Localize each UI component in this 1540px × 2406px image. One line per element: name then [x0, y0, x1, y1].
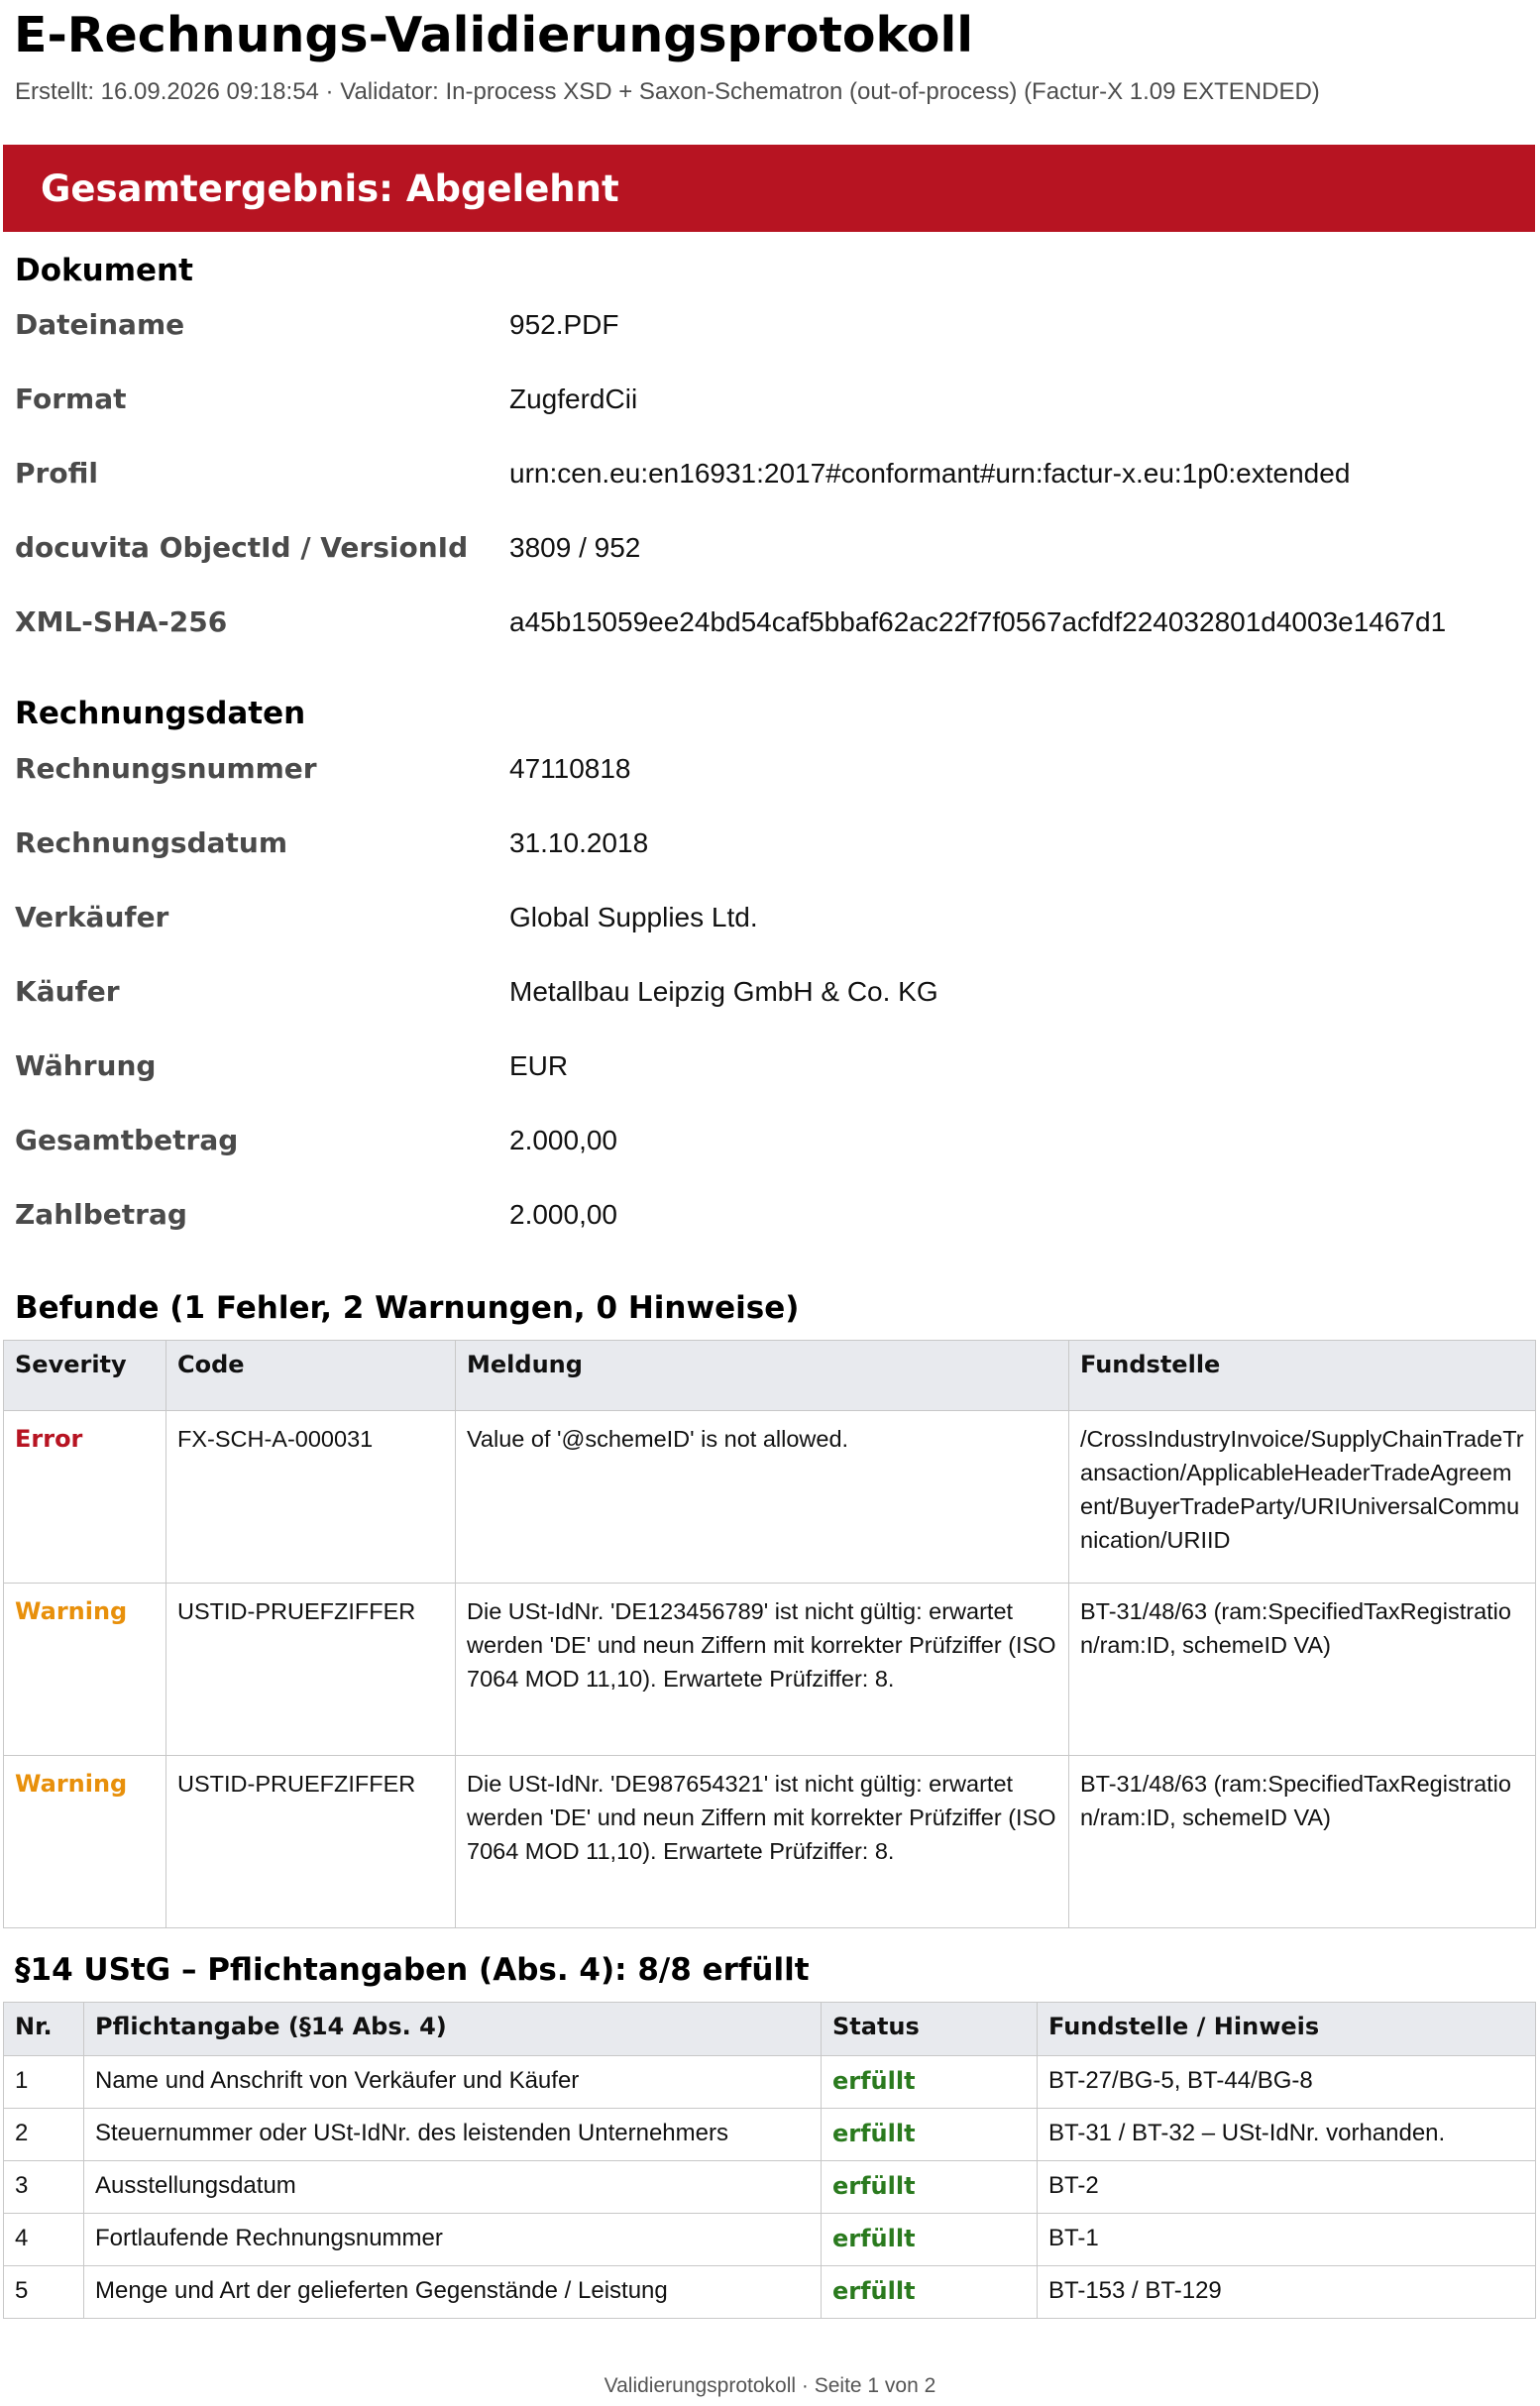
detail-row-total [0, 1121, 1540, 1195]
check-item: Steuernummer oder USt-IdNr. des leistenden Unternehmers [84, 2109, 822, 2161]
column-header-code: Code [166, 1341, 456, 1411]
detail-label: docuvita ObjectId / VersionId [15, 531, 469, 564]
detail-value: 47110818 [509, 753, 631, 784]
finding-location: /CrossIndustryInvoice/SupplyChainTradeTransaction/ApplicableHeaderTradeAgreement/BuyerTradeParty/URIUniversalCommunication/URIID [1069, 1411, 1536, 1584]
check-status: erfüllt [822, 2056, 1038, 2109]
document-details [0, 305, 1540, 677]
mandatory-checks-table [3, 2002, 1536, 2319]
detail-row-invoice-number [0, 749, 1540, 823]
check-item: Menge und Art der gelieferten Gegenstände / Leistung [84, 2266, 822, 2319]
table-row [4, 2214, 1536, 2266]
detail-label: Format [15, 383, 127, 415]
check-status: erfüllt [822, 2214, 1038, 2266]
table-header-row [4, 1341, 1536, 1411]
overall-result-banner [3, 145, 1535, 232]
detail-row-buyer [0, 972, 1540, 1046]
detail-value: 3809 / 952 [509, 532, 641, 563]
detail-value: 2.000,00 [509, 1199, 617, 1230]
column-header-item: Pflichtangabe (§14 Abs. 4) [84, 2003, 822, 2056]
detail-value: a45b15059ee24bd54caf5bbaf62ac22f7f0567acfdf224032801d4003e1467d1 [509, 606, 1447, 637]
finding-code: FX-SCH-A-000031 [166, 1411, 456, 1584]
detail-label: Dateiname [15, 308, 185, 341]
check-item: Ausstellungsdatum [84, 2161, 822, 2214]
detail-row-invoice-date [0, 823, 1540, 898]
check-number: 2 [4, 2109, 84, 2161]
detail-value: urn:cen.eu:en16931:2017#conformant#urn:factur-x.eu:1p0:extended [509, 458, 1351, 489]
detail-row-currency [0, 1046, 1540, 1121]
check-number: 5 [4, 2266, 84, 2319]
detail-value: 31.10.2018 [509, 827, 649, 858]
detail-label: Käufer [15, 975, 120, 1008]
invoice-details [0, 749, 1540, 1269]
table-row [4, 1411, 1536, 1584]
table-row [4, 2056, 1536, 2109]
detail-row-payable [0, 1195, 1540, 1269]
table-row [4, 2109, 1536, 2161]
column-header-location: Fundstelle [1069, 1341, 1536, 1411]
table-row [4, 2266, 1536, 2319]
finding-code: USTID-PRUEFZIFFER [166, 1584, 456, 1756]
detail-value: Metallbau Leipzig GmbH & Co. KG [509, 976, 938, 1007]
detail-row-filename [0, 305, 1540, 380]
check-status: erfüllt [822, 2109, 1038, 2161]
report-meta: Erstellt: 16.09.2026 09:18:54 · Validator: In-process XSD + Saxon-Schematron (out-of-process) (Factur-X 1.09 EXTENDED) [15, 78, 1320, 105]
detail-label: Rechnungsdatum [15, 826, 288, 859]
check-hint: BT-2 [1038, 2161, 1536, 2214]
table-row [4, 1756, 1536, 1928]
check-number: 1 [4, 2056, 84, 2109]
detail-value: 2.000,00 [509, 1125, 617, 1155]
detail-label: Profil [15, 457, 98, 490]
check-status: erfüllt [822, 2266, 1038, 2319]
detail-value: ZugferdCii [509, 383, 638, 414]
detail-row-object-id [0, 528, 1540, 602]
finding-message: Die USt-IdNr. 'DE123456789' ist nicht gültig: erwartet werden 'DE' und neun Ziffern mit korrekter Prüfziffer (ISO 7064 MOD 11,10). Erwartete Prüfziffer: 8. [456, 1584, 1069, 1756]
check-item: Fortlaufende Rechnungsnummer [84, 2214, 822, 2266]
check-hint: BT-153 / BT-129 [1038, 2266, 1536, 2319]
check-number: 3 [4, 2161, 84, 2214]
finding-message: Die USt-IdNr. 'DE987654321' ist nicht gültig: erwartet werden 'DE' und neun Ziffern mit korrekter Prüfziffer (ISO 7064 MOD 11,10). Erwartete Prüfziffer: 8. [456, 1756, 1069, 1928]
detail-label: Zahlbetrag [15, 1198, 187, 1231]
detail-label: XML-SHA-256 [15, 605, 228, 638]
detail-row-format [0, 380, 1540, 454]
column-header-hint: Fundstelle / Hinweis [1038, 2003, 1536, 2056]
detail-row-sha256 [0, 602, 1540, 677]
detail-value: 952.PDF [509, 309, 619, 340]
finding-message: Value of '@schemeID' is not allowed. [456, 1411, 1069, 1584]
section-heading-pflichtangaben: §14 UStG – Pflichtangaben (Abs. 4): 8/8 erfüllt [15, 1952, 810, 1988]
overall-result-text: Gesamtergebnis: Abgelehnt [41, 166, 619, 210]
section-heading-befunde: Befunde (1 Fehler, 2 Warnungen, 0 Hinweise) [15, 1290, 800, 1326]
page-title: E-Rechnungs-Validierungsprotokoll [14, 7, 974, 63]
column-header-message: Meldung [456, 1341, 1069, 1411]
section-heading-dokument: Dokument [15, 253, 193, 288]
finding-code: USTID-PRUEFZIFFER [166, 1756, 456, 1928]
detail-label: Währung [15, 1049, 157, 1082]
table-row [4, 1584, 1536, 1756]
column-header-severity: Severity [4, 1341, 166, 1411]
detail-value: Global Supplies Ltd. [509, 902, 758, 932]
finding-location: BT-31/48/63 (ram:SpecifiedTaxRegistration/ram:ID, schemeID VA) [1069, 1756, 1536, 1928]
check-number: 4 [4, 2214, 84, 2266]
check-hint: BT-31 / BT-32 – USt-IdNr. vorhanden. [1038, 2109, 1536, 2161]
detail-row-seller [0, 898, 1540, 972]
detail-label: Verkäufer [15, 901, 169, 933]
column-header-status: Status [822, 2003, 1038, 2056]
severity-error: Error [15, 1425, 83, 1453]
detail-label: Rechnungsnummer [15, 752, 317, 785]
check-hint: BT-1 [1038, 2214, 1536, 2266]
table-header-row [4, 2003, 1536, 2056]
severity-warning: Warning [15, 1770, 128, 1798]
finding-location: BT-31/48/63 (ram:SpecifiedTaxRegistration/ram:ID, schemeID VA) [1069, 1584, 1536, 1756]
section-heading-rechnungsdaten: Rechnungsdaten [15, 696, 306, 731]
check-status: erfüllt [822, 2161, 1038, 2214]
findings-table [3, 1340, 1536, 1928]
page-footer: Validierungsprotokoll · Seite 1 von 2 [604, 2374, 936, 2397]
detail-label: Gesamtbetrag [15, 1124, 239, 1156]
column-header-nr: Nr. [4, 2003, 84, 2056]
table-row [4, 2161, 1536, 2214]
check-hint: BT-27/BG-5, BT-44/BG-8 [1038, 2056, 1536, 2109]
check-item: Name und Anschrift von Verkäufer und Käufer [84, 2056, 822, 2109]
severity-warning: Warning [15, 1597, 128, 1625]
detail-row-profile [0, 454, 1540, 528]
detail-value: EUR [509, 1050, 569, 1081]
